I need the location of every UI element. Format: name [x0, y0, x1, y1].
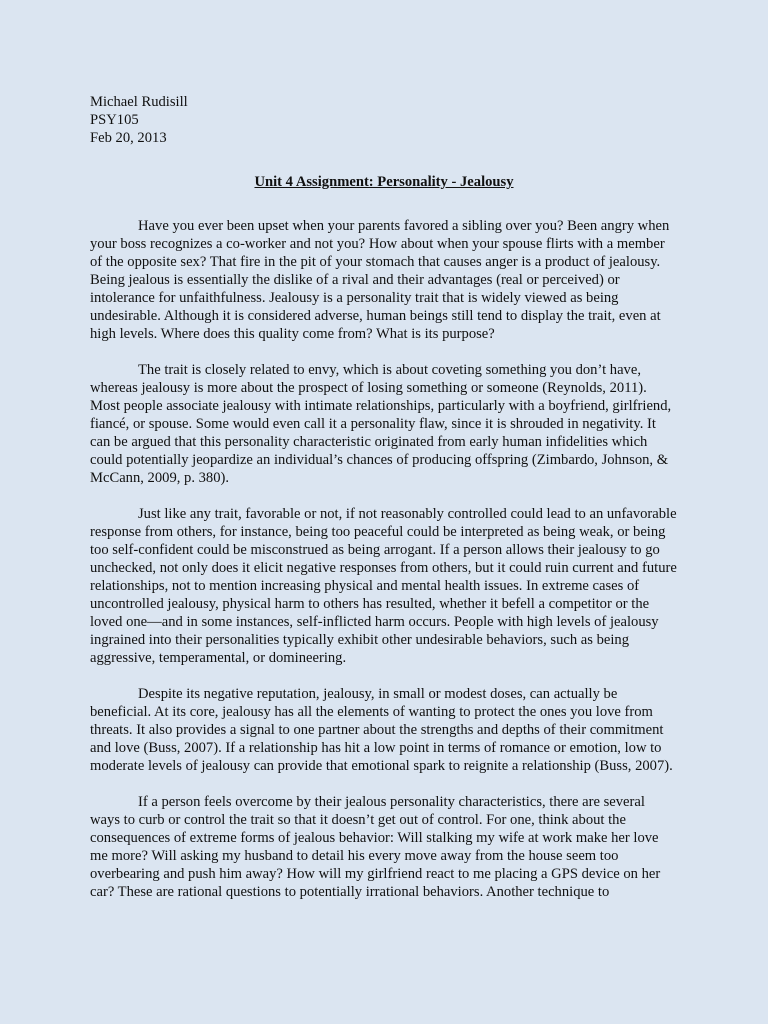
paragraph-4: Despite its negative reputation, jealousy, in small or modest doses, can actually be beneficial. At its core, jealousy has all the elements of wanting to protect the ones you love from threats. It also provides a signal to one partner about the strengths and depths of their commitment and love (Buss, 2007). If a relationship has hit a low point in terms of romance or emotion, low to moderate levels of jealousy can provide that emotional spark to reignite a relationship (Buss, 2007).	[90, 686, 673, 774]
course-code: PSY105	[90, 112, 139, 128]
author-name: Michael Rudisill	[90, 94, 188, 110]
paragraph-1: Have you ever been upset when your parents favored a sibling over you? Been angry when your boss recognizes a co-worker and not you? How about when your spouse flirts with a member of the opposite sex? That fire in the pit of your stomach that causes anger is a product of jealousy. Being jealous is essentially the dislike of a rival and their advantages (real or perceived) or intolerance for unfaithfulness. Jealousy is a personality trait that is widely viewed as being undesirable. Although it is considered adverse, human beings still tend to display the trait, even at high levels. Where does this quality come from? What is its purpose?	[90, 218, 670, 342]
paragraph-2: The trait is closely related to envy, which is about coveting something you don’t have, whereas jealousy is more about the prospect of losing something or someone (Reynolds, 2011). Most people associate jealousy with intimate relationships, particularly with a boyfriend, girlfriend, fiancé, or spouse. Some would even call it a personality flaw, since it is shrouded in negativity. It can be argued that this personality characteristic originated from early human infidelities which could potentially jeopardize an individual’s chances of producing offspring (Zimbardo, Johnson, & McCann, 2009, p. 380).	[90, 362, 672, 486]
document-date: Feb 20, 2013	[90, 130, 167, 146]
document-header	[90, 93, 678, 147]
paragraph-3: Just like any trait, favorable or not, if not reasonably controlled could lead to an unfavorable response from others, for instance, being too peaceful could be interpreted as being weak, or being too self-confident could be misconstrued as being arrogant. If a person allows their jealousy to go unchecked, not only does it elicit negative responses from others, but it could ruin current and future relationships, not to mention increasing physical and mental health issues. In extreme cases of uncontrolled jealousy, physical harm to others has resulted, whether it befell a competitor or the loved one—and in some instances, self-inflicted harm occurs. People with high levels of jealousy ingrained into their personalities typically exhibit other undesirable behaviors, such as being aggressive, temperamental, or domineering.	[90, 506, 677, 666]
paragraph-5: If a person feels overcome by their jealous personality characteristics, there are several ways to curb or control the trait so that it doesn’t get out of control. For one, think about the consequences of extreme forms of jealous behavior: Will stalking my wife at work make her love me more? Will asking my husband to detail his every move away from the house seem too overbearing and push him away? How will my girlfriend react to me placing a GPS device on her car? These are rational questions to potentially irrational behaviors. Another technique to	[90, 794, 661, 900]
document-title: Unit 4 Assignment: Personality - Jealousy	[254, 174, 514, 190]
document-body	[90, 217, 678, 901]
